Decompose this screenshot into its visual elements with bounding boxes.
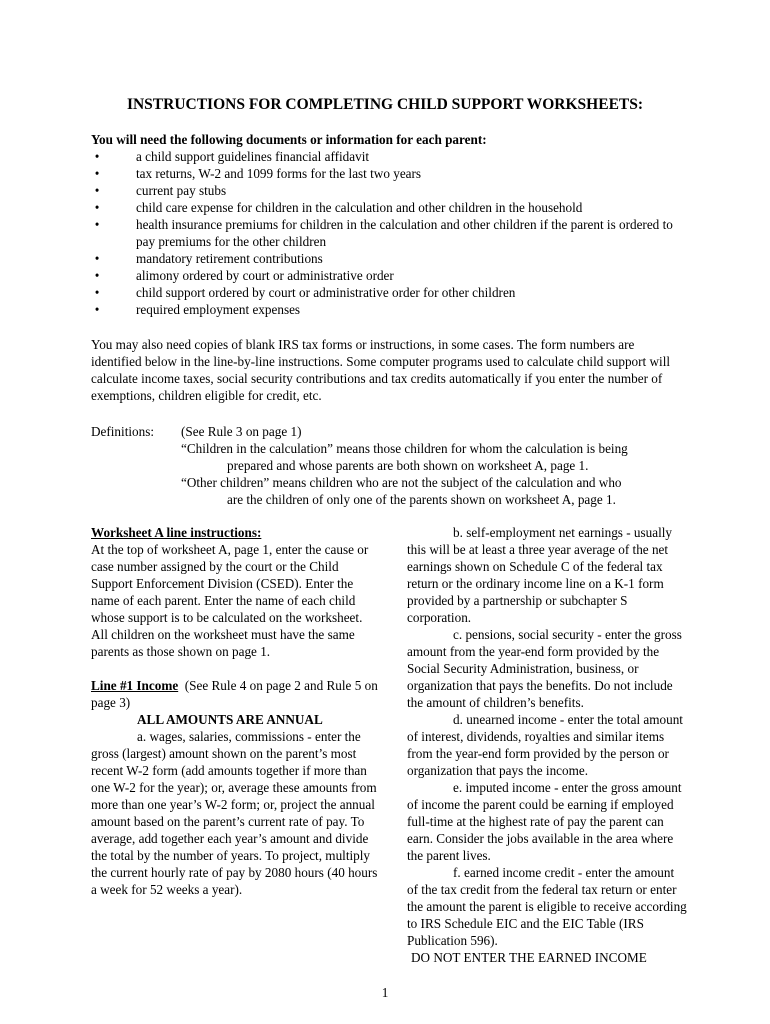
bullet-icon: • xyxy=(94,251,100,266)
item-a-wages: a. wages, salaries, commissions - enter the gross (largest) amount shown on the parent’s most recent W-2 form (add amounts together if more than one W-2 for the year); or, average these amounts from more than one year’s W-2 form; or, project the annual amount based on the parent’s current rate of pay. To average, add together each year’s amount and divide the total by the number of years. To project, multiply the current hourly rate of pay by 2080 hours (40 hours a week for 52 weeks a year). xyxy=(91,729,378,897)
bullet-icon: • xyxy=(94,183,100,198)
bullet-icon: • xyxy=(94,302,100,317)
bullet-icon: • xyxy=(94,200,100,215)
list-item: • current pay stubs xyxy=(91,182,691,199)
list-item: • required employment expenses xyxy=(91,301,691,318)
earned-income-warning: DO NOT ENTER THE EARNED INCOME xyxy=(411,950,647,965)
page-number: 1 xyxy=(381,985,389,1000)
left-column xyxy=(91,524,381,898)
list-item: • alimony ordered by court or administrative order xyxy=(91,267,691,284)
list-item: • tax returns, W-2 and 1099 forms for the last two years xyxy=(91,165,691,182)
list-item: • health insurance premiums for children in the calculation and other children if the parent is ordered to pay premiums for the other children xyxy=(91,216,691,250)
definitions-label: Definitions: xyxy=(91,424,155,439)
annual-note: ALL AMOUNTS ARE ANNUAL xyxy=(137,712,323,727)
definition-other-children: “Other children” means children who are not the subject of the calculation and who xyxy=(181,475,622,490)
item-c-pensions: c. pensions, social security - enter the gross amount from the year-end form provided by the Social Security Administration, business, or organization that pays the benefits. Do not include the amount of children’s benefits. xyxy=(407,627,682,710)
documents-list xyxy=(91,148,691,318)
bullet-icon: • xyxy=(94,149,100,164)
line1-block xyxy=(91,677,381,711)
bullet-icon: • xyxy=(94,166,100,181)
definition-children-calc: “Children in the calculation” means those children for whom the calculation is being xyxy=(181,441,628,456)
list-item: • mandatory retirement contributions xyxy=(91,250,691,267)
tax-forms-paragraph: You may also need copies of blank IRS tax forms or instructions, in some cases. The form numbers are identified below in the line-by-line instructions. Some computer programs used to calculate child support will calculate income taxes, social security contributions and tax credits automatically if you enter the number of exemptions, children eligible for credit, etc. xyxy=(91,337,671,403)
definitions-block xyxy=(181,423,681,508)
item-e-imputed-income: e. imputed income - enter the gross amount of income the parent could be earning if employed full-time at the highest rate of pay the parent can earn. Consider the jobs available in the area where the parent lives. xyxy=(407,780,682,863)
worksheet-a-heading: Worksheet A line instructions: xyxy=(91,525,262,540)
list-item: • child care expense for children in the calculation and other children in the household xyxy=(91,199,691,216)
page-title: INSTRUCTIONS FOR COMPLETING CHILD SUPPORT WORKSHEETS: xyxy=(126,96,644,113)
line1-rule-ref: (See Rule 4 on page 2 and Rule 5 on page 3) xyxy=(91,678,378,710)
item-d-unearned-income: d. unearned income - enter the total amount of interest, dividends, royalties and similar items from the year-end form provided by the person or organization that pays the income. xyxy=(407,712,683,778)
list-item: • a child support guidelines financial affidavit xyxy=(91,148,691,165)
definition-children-calc-cont: prepared and whose parents are both shown on worksheet A, page 1. xyxy=(227,458,589,473)
bullet-icon: • xyxy=(94,217,100,232)
bullet-icon: • xyxy=(94,268,100,283)
item-b-self-employment: b. self-employment net earnings - usually this will be at least a three year average of the net earnings shown on Schedule C of the federal tax return or the ordinary income line on a K-1 form provided by a partnership or subchapter S corporation. xyxy=(407,525,673,625)
list-item: • child support ordered by court or administrative order for other children xyxy=(91,284,691,301)
bullet-icon: • xyxy=(94,285,100,300)
worksheet-a-text: At the top of worksheet A, page 1, enter the cause or case number assigned by the court or the Child Support Enforcement Division (CSED). Enter the name of each parent. Enter the name of each child whose support is to be calculated on the worksheet. All children on the worksheet must have the same parents as those shown on page 1. xyxy=(91,542,369,659)
line1-heading: Line #1 Income xyxy=(91,678,179,693)
documents-heading: You will need the following documents or information for each parent: xyxy=(91,132,487,147)
item-f-earned-income-credit: f. earned income credit - enter the amount of the tax credit from the federal tax return or enter the amount the parent is eligible to receive according to IRS Schedule EIC and the EIC Table (IRS Publication 596). xyxy=(407,865,687,948)
definitions-rule-ref: (See Rule 3 on page 1) xyxy=(181,424,302,439)
definition-other-children-cont: are the children of only one of the parents shown on worksheet A, page 1. xyxy=(227,492,616,507)
right-column xyxy=(407,524,687,966)
